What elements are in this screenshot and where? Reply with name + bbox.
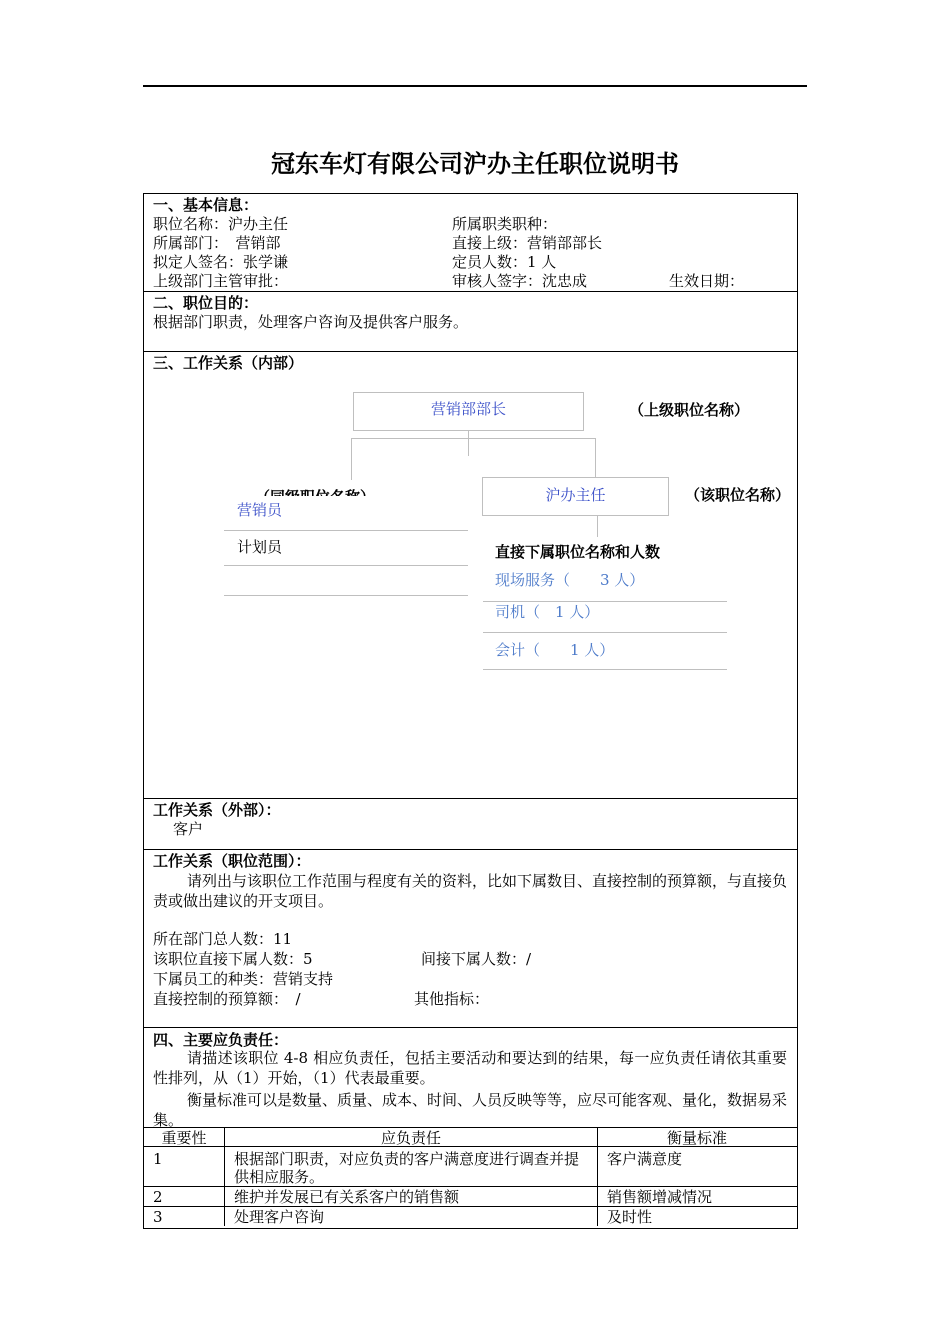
duty-rank: 2 (153, 1188, 163, 1206)
this-position-name: 沪办主任 (545, 486, 606, 504)
job-category: 所属职类职种： (452, 215, 558, 233)
duty-text: 处理客户咨询 (234, 1208, 325, 1226)
superior-position-box (353, 392, 584, 431)
drafter-signature: 拟定人签名：张学谦 (153, 253, 289, 271)
other-indicators: 其他指标： (414, 990, 490, 1008)
connector-line (468, 430, 469, 456)
subordinate-list (483, 540, 727, 672)
section-heading-basic: 一、基本信息： (153, 196, 259, 214)
column-header: 重要性 (161, 1129, 207, 1147)
section-heading-external: 工作关系（外部）： (153, 801, 281, 819)
connector-line (351, 438, 352, 480)
divider (143, 291, 797, 292)
connector-line (351, 438, 596, 439)
superior-position-name: 营销部部长 (430, 400, 506, 418)
table-rule (143, 1127, 797, 1128)
duties-instruction: 衡量标准可以是数量、质量、成本、时间、人员反映等等，应尽可能客观、量化，数据易采集。 (153, 1091, 788, 1129)
divider (143, 351, 797, 352)
effective-date: 生效日期： (669, 272, 745, 290)
list-divider (224, 565, 468, 566)
purpose-text: 根据部门职责，处理客户咨询及提供客户服务。 (153, 313, 469, 331)
divider (143, 798, 797, 799)
page-title: 冠东车灯有限公司沪办主任职位说明书 (271, 150, 679, 178)
duty-measure: 客户满意度 (607, 1150, 683, 1168)
peer-list (224, 496, 468, 597)
direct-superior: 直接上级：营销部部长 (452, 234, 603, 252)
list-item: 现场服务（ 3 人） (495, 571, 645, 589)
duty-rank: 3 (153, 1208, 163, 1226)
superior-position-label: （上级职位名称） (629, 401, 750, 419)
subordinate-types: 下属员工的种类：营销支持 (153, 970, 334, 988)
list-item: 会计（ 1 人） (495, 641, 615, 659)
list-item: 营销员 (237, 501, 283, 519)
this-position-box (482, 477, 669, 516)
indirect-subordinates: 间接下属人数：/ (421, 950, 532, 968)
section-heading-scope: 工作关系（职位范围）： (153, 852, 311, 870)
scope-intro: 请列出与该职位工作范围与程度有关的资料，比如下属数目、直接控制的预算额，与直接负责或做出建议的开支项目。 (153, 872, 788, 910)
connector-line (595, 438, 596, 478)
connector-line (597, 515, 598, 537)
table-rule (143, 1186, 797, 1187)
section-heading-duties: 四、主要应负责任： (153, 1031, 289, 1049)
list-item: 司机（ 1 人） (495, 603, 600, 621)
section-heading-internal: 三、工作关系（内部） (153, 354, 304, 372)
position-name: 职位名称：沪办主任 (153, 215, 289, 233)
duty-measure: 及时性 (607, 1208, 653, 1226)
external-text: 客户 (173, 820, 204, 838)
list-divider (483, 669, 727, 670)
duty-text: 维护并发展已有关系客户的销售额 (234, 1188, 460, 1206)
department: 所属部门： 营销部 (153, 234, 281, 252)
divider (143, 849, 797, 850)
headcount: 定员人数：1 人 (452, 253, 557, 271)
reviewer-signature: 审核人签字：沈忠成 (452, 272, 588, 290)
column-header: 衡量标准 (666, 1129, 727, 1147)
list-divider (483, 601, 727, 602)
divider (143, 1027, 797, 1028)
section-heading-purpose: 二、职位目的： (153, 294, 259, 312)
table-rule (143, 1206, 797, 1207)
superior-approval: 上级部门主管审批： (153, 272, 289, 290)
header-rule (143, 85, 807, 87)
list-divider (483, 632, 727, 633)
this-position-label: （该职位名称） (685, 486, 791, 504)
duty-rank: 1 (153, 1150, 163, 1168)
duty-text: 根据部门职责，对应负责的客户满意度进行调查并提供相应服务。 (234, 1150, 580, 1186)
column-header: 应负责任 (380, 1129, 441, 1147)
budget: 直接控制的预算额： / (153, 990, 301, 1008)
duty-measure: 销售额增减情况 (607, 1188, 713, 1206)
duties-instruction: 请描述该职位 4-8 相应负责任，包括主要活动和要达到的结果，每一应负责任请依其重要性排列，从（1）开始，（1）代表最重要。 (153, 1049, 787, 1087)
list-divider (224, 595, 468, 596)
direct-subordinates: 该职位直接下属人数：5 (153, 950, 313, 968)
subordinate-heading: 直接下属职位名称和人数 (495, 543, 661, 561)
list-item: 计划员 (237, 538, 283, 556)
list-divider (224, 530, 468, 531)
dept-total: 所在部门总人数：11 (153, 930, 293, 948)
